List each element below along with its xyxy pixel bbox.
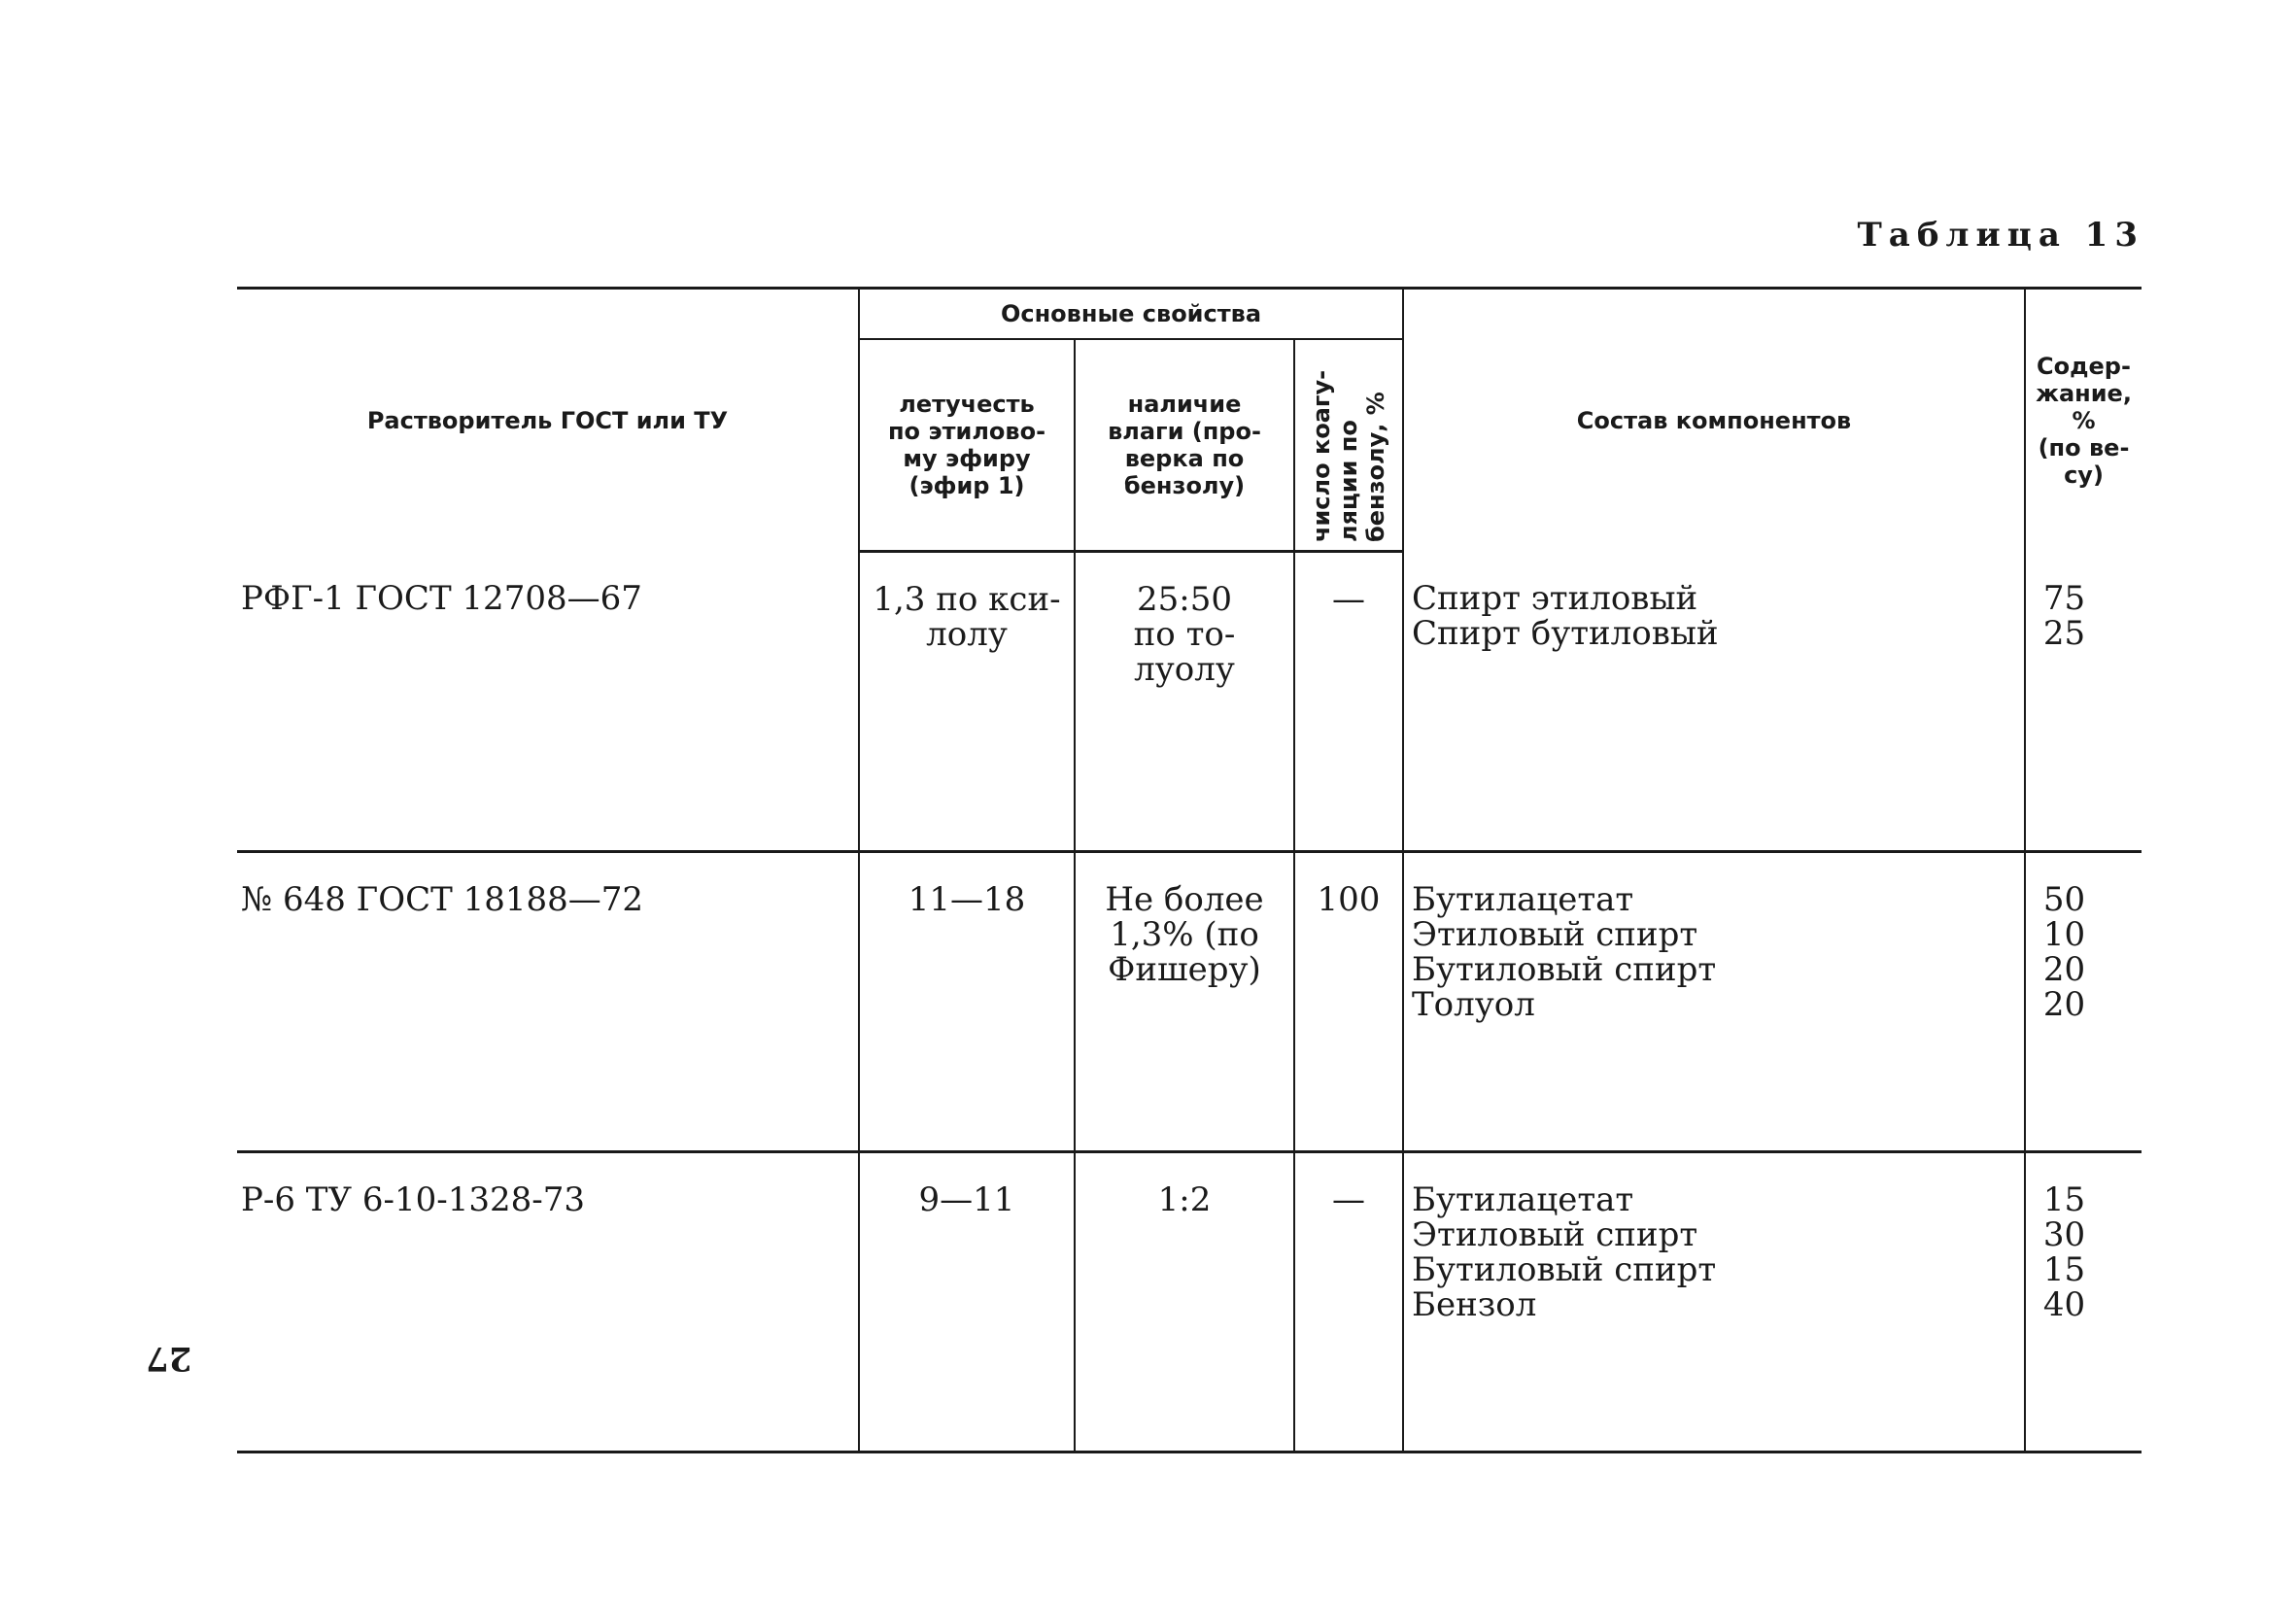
header-content-line: %: [2072, 406, 2096, 434]
volatility-cell: [859, 1152, 1075, 1452]
header-content-line: (по ве-: [2038, 433, 2130, 461]
component-line: Спирт бутиловый: [1412, 613, 1719, 653]
header-volatility-line: му эфиру: [903, 445, 1031, 472]
header-moisture-line: влаги (про-: [1108, 418, 1261, 445]
moisture-cell: [1075, 552, 1294, 852]
components-cell: [1403, 852, 2025, 1152]
table-row: [237, 1152, 2142, 1452]
volatility-line: 1,3 по кси-: [873, 580, 1061, 619]
component-line: Бутилацетат: [1412, 880, 1634, 919]
header-coagulation: [1294, 339, 1403, 552]
moisture-line: Не более: [1105, 880, 1264, 919]
percent-cell: [2025, 1152, 2142, 1452]
table-row: [237, 552, 2142, 852]
header-coagulation-rotated: [1308, 348, 1389, 542]
component-line: Бензол: [1412, 1285, 1537, 1324]
percent-line: 75: [2042, 578, 2086, 618]
header-solvent: Растворитель ГОСТ или ТУ: [237, 289, 859, 552]
percent-line: 50: [2042, 880, 2086, 919]
volatility-cell: [859, 852, 1075, 1152]
percent-line: 15: [2042, 1250, 2086, 1289]
header-coagulation-line: бензолу, %: [1362, 392, 1389, 542]
header-volatility-line: по этилово-: [887, 418, 1046, 445]
percent-line: 10: [2042, 915, 2086, 954]
component-line: Этиловый спирт: [1412, 915, 1698, 954]
moisture-line: луолу: [1134, 650, 1235, 689]
moisture-line: Фишеру): [1108, 950, 1261, 989]
header-volatility-line: летучесть: [899, 391, 1035, 418]
header-main-properties: Основные свойства: [859, 289, 1403, 340]
solvents-table: [237, 287, 2142, 1453]
header-coagulation-line: число коагу-: [1308, 369, 1335, 542]
moisture-cell: [1075, 1152, 1294, 1452]
header-content-line: су): [2064, 461, 2104, 489]
page-number: 27: [146, 1339, 192, 1378]
moisture-line: 1,3% (по: [1110, 915, 1259, 954]
header-moisture-line: верка по: [1124, 445, 1245, 472]
volatility-line: 9—11: [918, 1180, 1015, 1219]
coagulation-cell: —: [1294, 552, 1403, 852]
volatility-line: лолу: [926, 615, 1008, 654]
moisture-line: по то-: [1133, 615, 1236, 654]
solvent-name: Р-6 ТУ 6-10-1328-73: [237, 1152, 859, 1452]
header-composition: Состав компонентов: [1403, 289, 2025, 552]
component-line: Толуол: [1412, 985, 1535, 1024]
coagulation-cell: 100: [1294, 852, 1403, 1152]
header-coagulation-line: ляции по: [1335, 420, 1362, 542]
percent-cell: [2025, 852, 2142, 1152]
solvent-name: РФГ-1 ГОСТ 12708—67: [237, 552, 859, 852]
table-title: Таблица 13: [1857, 216, 2144, 255]
moisture-cell: [1075, 852, 1294, 1152]
percent-cell: [2025, 552, 2142, 852]
moisture-line: 25:50: [1137, 580, 1232, 619]
volatility-cell: [859, 552, 1075, 852]
percent-line: 20: [2042, 950, 2086, 989]
header-content-line: жание,: [2036, 379, 2132, 407]
header-volatility: [859, 339, 1075, 552]
coagulation-cell: —: [1294, 1152, 1403, 1452]
components-cell: [1403, 1152, 2025, 1452]
component-line: Бутиловый спирт: [1412, 950, 1717, 989]
percent-line: 25: [2042, 613, 2086, 653]
volatility-line: 11—18: [908, 880, 1026, 919]
table-row: [237, 852, 2142, 1152]
header-content-line: Содер-: [2037, 352, 2131, 380]
component-line: Спирт этиловый: [1412, 578, 1698, 618]
component-line: Бутилацетат: [1412, 1180, 1634, 1219]
header-moisture-line: бензолу): [1123, 472, 1246, 499]
header-moisture-line: наличие: [1127, 391, 1242, 418]
percent-line: 40: [2042, 1285, 2086, 1324]
header-volatility-line: (эфир 1): [908, 472, 1025, 499]
percent-line: 15: [2042, 1180, 2086, 1219]
header-content: [2025, 289, 2142, 552]
component-line: Бутиловый спирт: [1412, 1250, 1717, 1289]
moisture-line: 1:2: [1157, 1180, 1212, 1219]
components-cell: [1403, 552, 2025, 852]
percent-line: 20: [2042, 985, 2086, 1024]
solvent-name: № 648 ГОСТ 18188—72: [237, 852, 859, 1152]
component-line: Этиловый спирт: [1412, 1215, 1698, 1254]
solvents-table-wrap: [237, 287, 2142, 1373]
percent-line: 30: [2042, 1215, 2086, 1254]
header-moisture: [1075, 339, 1294, 552]
